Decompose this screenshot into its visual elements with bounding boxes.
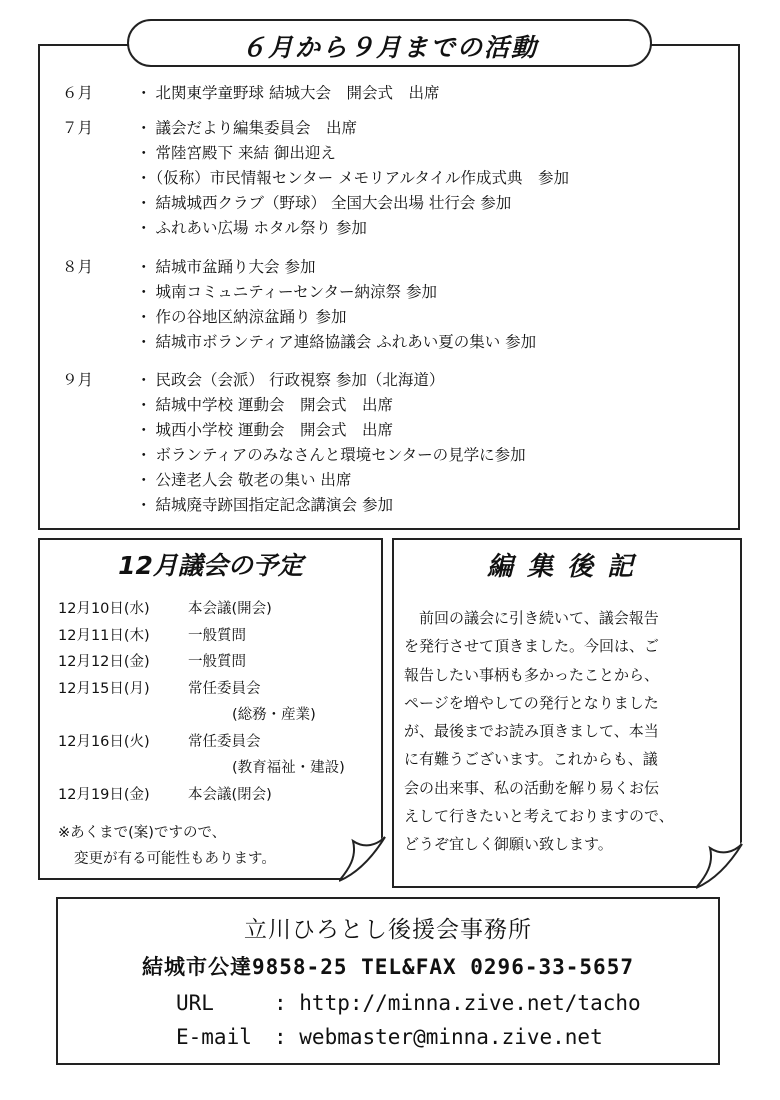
schedule-list <box>58 596 345 808</box>
activity-item: ・ 結城中学校 運動会 開会式 出席 <box>136 393 526 418</box>
month-label: ９月 <box>62 371 94 389</box>
activity-item: ・ （仮称）市民情報センター メモリアルタイル作成式典 参加 <box>136 166 569 191</box>
activity-item: ・ 結城市盆踊り大会 参加 <box>136 255 536 280</box>
url-link[interactable]: : http://minna.zive.net/tacho <box>274 991 641 1015</box>
email-label: E-mail <box>176 1025 252 1049</box>
month-label: ８月 <box>62 258 94 276</box>
schedule-subline: (総務・産業) <box>232 707 316 723</box>
schedule-note: ※あくまで(案)ですので、 変更が有る可能性もあります。 <box>58 825 276 867</box>
activity-item: ・ 常陸宮殿下 来結 御出迎え <box>136 141 569 166</box>
schedule-row: 12月12日(金) 一般質問 <box>58 654 246 670</box>
office-box <box>56 897 720 1065</box>
activity-item: ・ 城西小学校 運動会 開会式 出席 <box>136 418 526 443</box>
editor-note-box <box>392 538 742 888</box>
schedule-title: 12月議会の予定 <box>118 551 303 580</box>
editor-note-text: 前回の議会に引き続いて、議会報告 を発行させて頂きました。今回は、ご 報告したい事柄も多かったことから、 ページを増やしての発行となりました が、最後までお読み頂きまして、本当 に有難うございます。これからも、議 会の出来事、私の活動を解り易くお伝 えして行きたいと考えておりますので、 どうぞ宜しく御願い致します。 <box>404 609 674 854</box>
activities-title: ６月から９月までの活動 <box>240 33 538 62</box>
activities-box <box>38 44 740 530</box>
url-label: URL <box>176 991 214 1015</box>
schedule-row: 12月11日(木) 一般質問 <box>58 627 246 644</box>
page-curl-icon <box>696 842 744 892</box>
activity-item: ・ 結城廃寺跡国指定記念講演会 参加 <box>136 493 526 518</box>
month-label: ６月 <box>62 84 94 102</box>
activities-title-pill <box>127 19 652 67</box>
schedule-row: 12月10日(水) 本会議(開会) <box>58 601 272 617</box>
page-curl-icon <box>339 835 387 885</box>
schedule-row: 12月16日(火) 常任委員会 <box>58 733 261 750</box>
schedule-subline: (教育福祉・建設) <box>232 760 345 776</box>
schedule-box <box>38 538 383 880</box>
office-url <box>176 991 641 1015</box>
activity-item: ・ 作の谷地区納涼盆踊り 参加 <box>136 305 536 330</box>
activity-item: ・ 結城城西クラブ（野球） 全国大会出場 壮行会 参加 <box>136 191 569 216</box>
activity-item: ・ 民政会（会派） 行政視察 参加（北海道） <box>136 368 526 393</box>
office-address: 結城市公達9858-25 TEL&FAX 0296-33-5657 <box>141 955 634 979</box>
month-label: ７月 <box>62 119 94 137</box>
office-name: 立川ひろとし後援会事務所 <box>244 917 532 943</box>
office-email <box>176 1025 603 1049</box>
activity-item: ・ 公達老人会 敬老の集い 出席 <box>136 468 526 493</box>
activity-item: ・ 城南コミュニティーセンター納涼祭 参加 <box>136 280 536 305</box>
schedule-row: 12月19日(金) 本会議(閉会) <box>58 786 272 803</box>
activity-item: ・ 結城市ボランティア連絡協議会 ふれあい夏の集い 参加 <box>136 330 536 355</box>
activity-item: ・ ボランティアのみなさんと環境センターの見学に参加 <box>136 443 526 468</box>
activity-item: ・ 議会だより編集委員会 出席 <box>136 116 569 141</box>
activity-item: ・ ふれあい広場 ホタル祭り 参加 <box>136 216 569 241</box>
editor-note-title: 編集後記 <box>486 552 647 582</box>
schedule-row: 12月15日(月) 常任委員会 <box>58 680 261 697</box>
email-link[interactable]: : webmaster@minna.zive.net <box>274 1025 603 1049</box>
activity-item: ・ 北関東学童野球 結城大会 開会式 出席 <box>136 81 439 106</box>
